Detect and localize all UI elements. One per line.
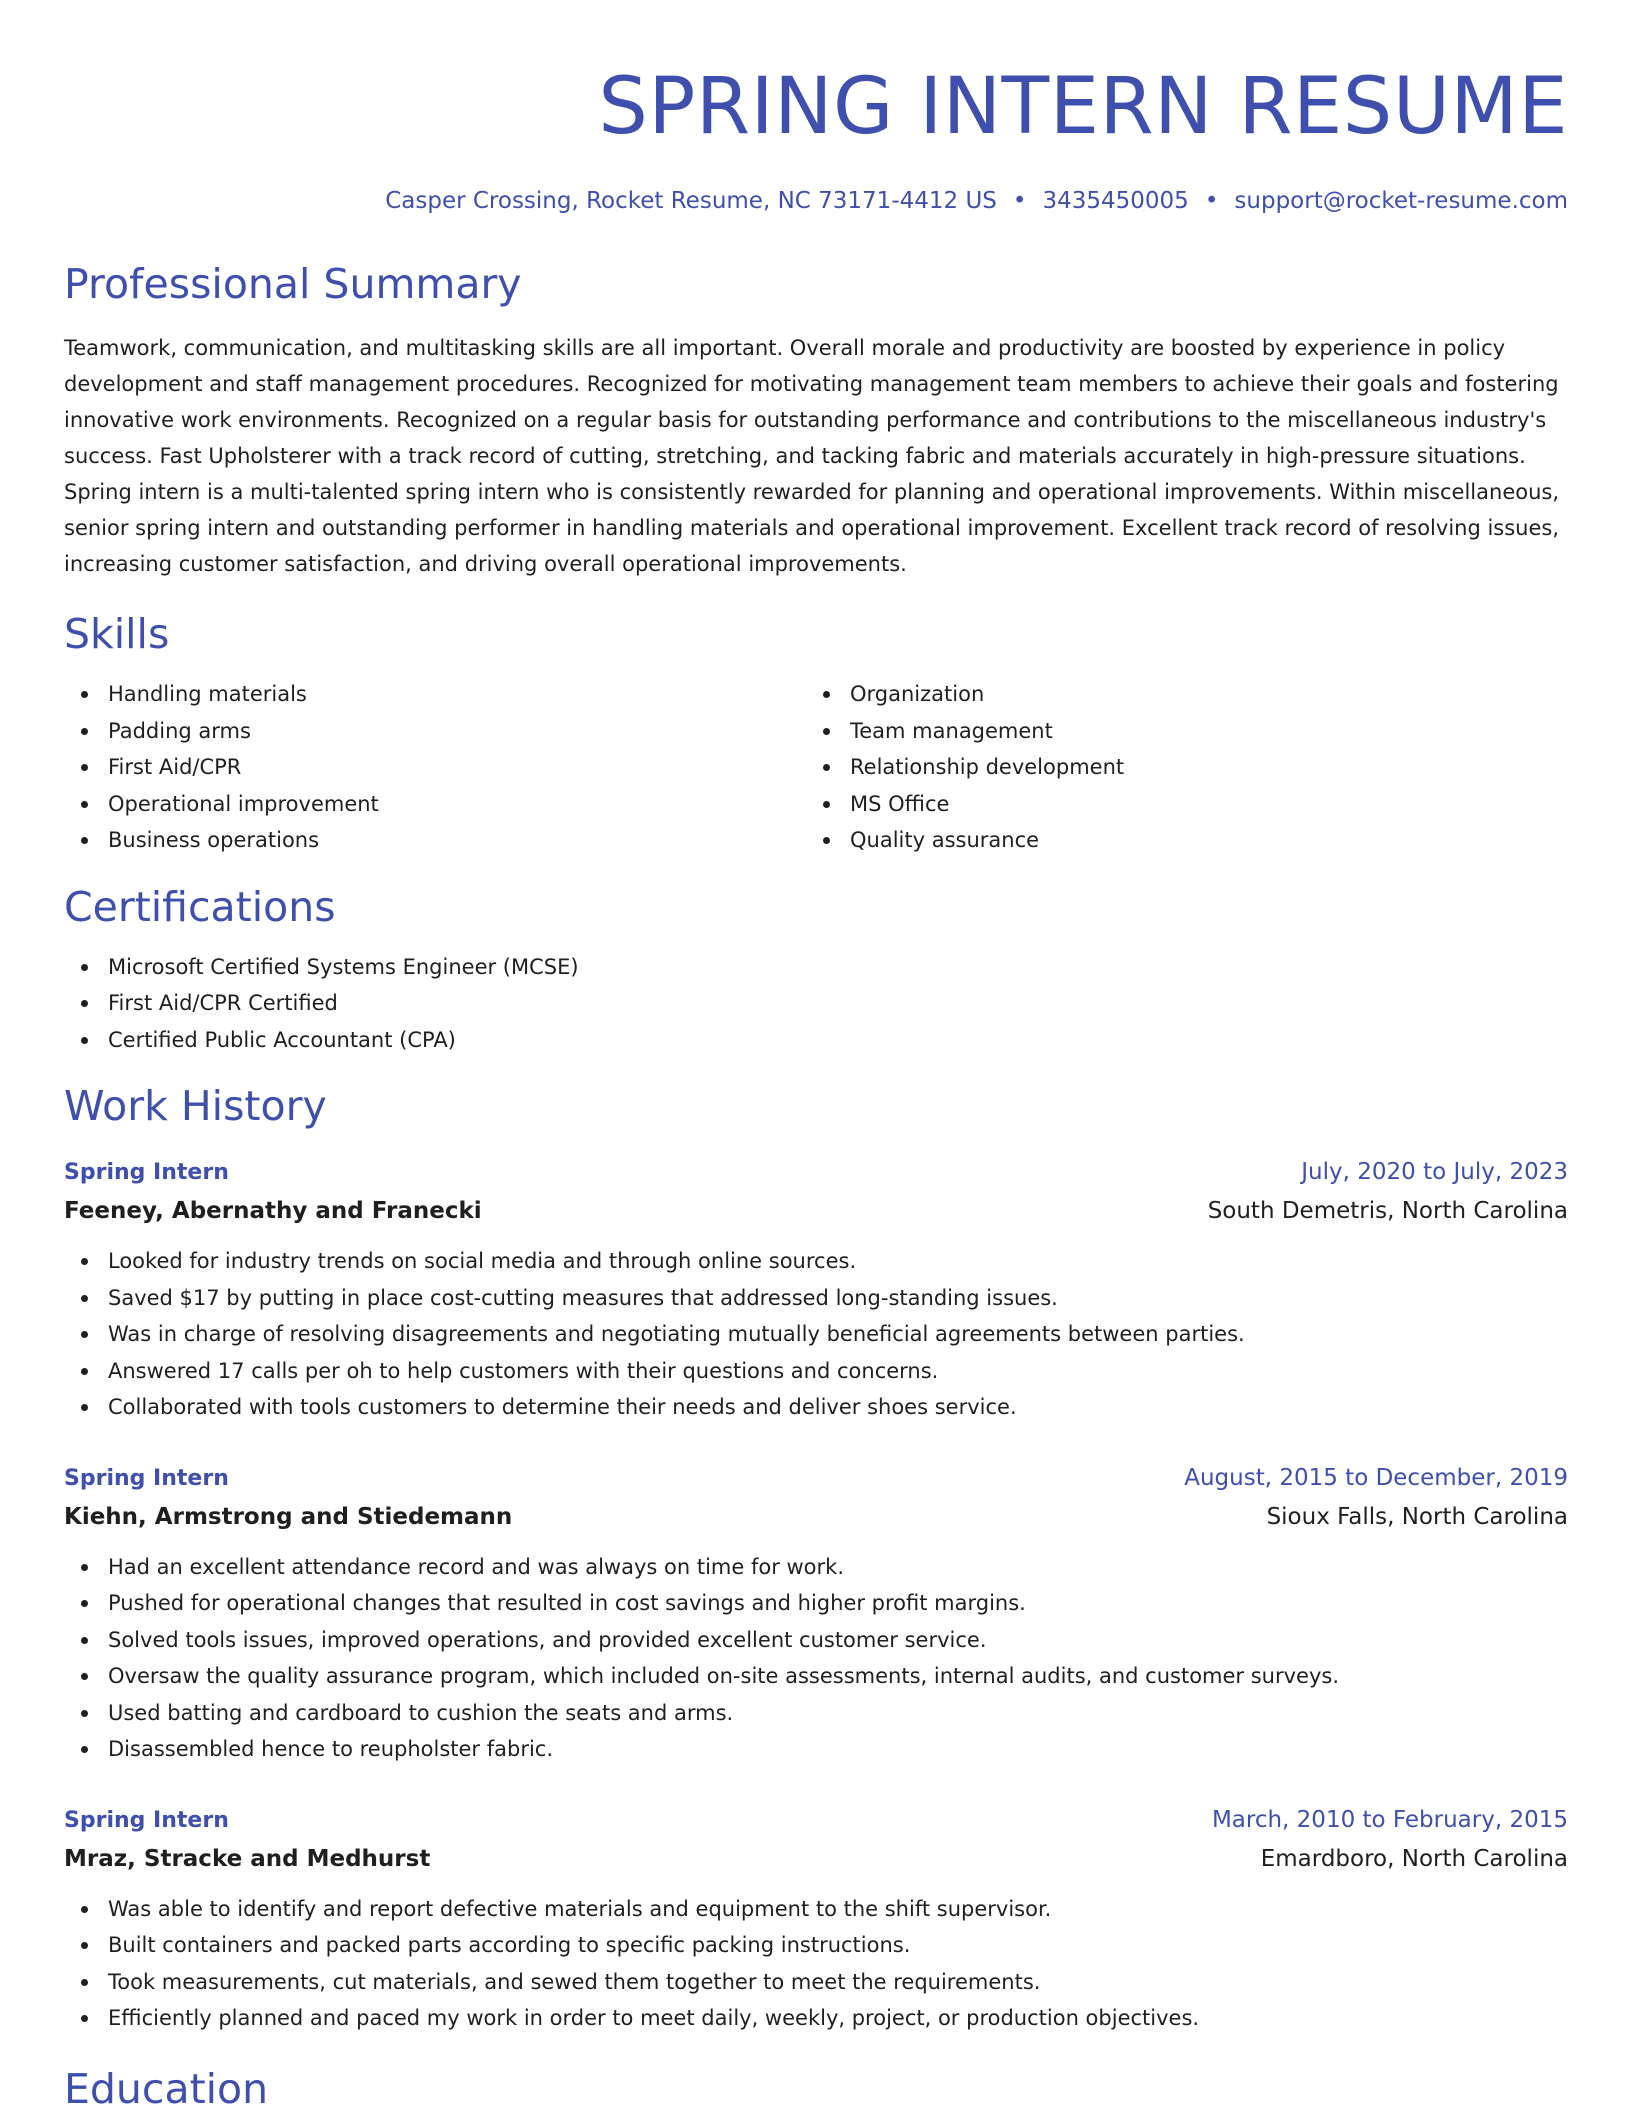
skill-item: Handling materials xyxy=(64,676,806,713)
job-company: Feeney, Abernathy and Franecki xyxy=(64,1198,482,1224)
certifications-list xyxy=(64,949,1568,1059)
skill-item: Quality assurance xyxy=(806,822,1548,859)
job-role: Spring Intern xyxy=(64,1465,229,1491)
job-header-row xyxy=(64,1460,1568,1497)
job-company-row xyxy=(64,1191,1568,1231)
job-bullet: Efficiently planned and paced my work in order to meet daily, weekly, project, or production objectives. xyxy=(64,2000,1568,2037)
skills-list-left xyxy=(64,676,806,859)
skill-item: MS Office xyxy=(806,786,1548,823)
skills-list-right xyxy=(806,676,1548,859)
job-entry xyxy=(64,1460,1568,1768)
certification-item: Certified Public Accountant (CPA) xyxy=(64,1022,1568,1059)
job-bullet: Collaborated with tools customers to determine their needs and deliver shoes service. xyxy=(64,1389,1568,1426)
summary-heading: Professional Summary xyxy=(64,260,522,308)
certification-item: First Aid/CPR Certified xyxy=(64,985,1568,1022)
job-entry xyxy=(64,1154,1568,1426)
job-bullet: Solved tools issues, improved operations, and provided excellent customer service. xyxy=(64,1622,1568,1659)
job-company-row xyxy=(64,1839,1568,1879)
skill-item: Business operations xyxy=(64,822,806,859)
job-header-row xyxy=(64,1154,1568,1191)
skill-item: Relationship development xyxy=(806,749,1548,786)
job-bullets xyxy=(64,1891,1568,2037)
skill-item: First Aid/CPR xyxy=(64,749,806,786)
summary-text: Teamwork, communication, and multitasking skills are all important. Overall morale and productivity are boosted by experience in policy development and staff management procedures. Recognized for motivating management team members to achieve their goals and fostering innovative work environments. Recognized on a regular basis for outstanding performance and contributions to the miscellaneous industry's success. Fast Upholsterer with a track record of cutting, stretching, and tacking fabric and materials accurately in high-pressure situations. Spring intern is a multi-talented spring intern who is consistently rewarded for planning and operational improvements. Within miscellaneous, senior spring intern and outstanding performer in handling materials and operational improvement. Excellent track record of resolving issues, increasing customer satisfaction, and driving overall operational improvements. xyxy=(64,336,1560,576)
skill-item: Team management xyxy=(806,713,1548,750)
job-bullet: Took measurements, cut materials, and sewed them together to meet the requirements. xyxy=(64,1964,1568,2001)
work-history-heading: Work History xyxy=(64,1082,327,1130)
skill-item: Operational improvement xyxy=(64,786,806,823)
job-location: Emardboro, North Carolina xyxy=(1260,1845,1568,1872)
contact-line xyxy=(64,186,1568,216)
job-bullet: Pushed for operational changes that resulted in cost savings and higher profit margins. xyxy=(64,1585,1568,1622)
job-dates: March, 2010 to February, 2015 xyxy=(1211,1806,1568,1833)
skill-item: Padding arms xyxy=(64,713,806,750)
job-bullet: Used batting and cardboard to cushion the seats and arms. xyxy=(64,1695,1568,1732)
job-bullets xyxy=(64,1549,1568,1768)
job-company: Kiehn, Armstrong and Stiedemann xyxy=(64,1503,513,1530)
job-bullet: Oversaw the quality assurance program, which included on-site assessments, internal audits, and customer surveys. xyxy=(64,1658,1568,1695)
job-role: Spring Intern xyxy=(64,1807,229,1833)
skill-item: Organization xyxy=(806,676,1548,713)
skills-heading: Skills xyxy=(64,610,170,658)
job-role: Spring Intern xyxy=(64,1160,229,1185)
job-location: South Demetris, North Carolina xyxy=(1207,1198,1568,1224)
contact-separator: • xyxy=(1012,188,1027,214)
certification-item: Microsoft Certified Systems Engineer (MCSE) xyxy=(64,949,1568,986)
job-bullet: Was in charge of resolving disagreements and negotiating mutually beneficial agreements between parties. xyxy=(64,1316,1568,1353)
job-bullets xyxy=(64,1243,1568,1426)
resume-title: SPRING INTERN RESUME xyxy=(598,62,1568,152)
contact-address: Casper Crossing, Rocket Resume, NC 73171-4412 US xyxy=(385,188,997,214)
job-bullet: Built containers and packed parts according to specific packing instructions. xyxy=(64,1927,1568,1964)
skills-columns xyxy=(64,676,1568,859)
contact-phone: 3435450005 xyxy=(1042,188,1189,214)
job-bullet: Was able to identify and report defective materials and equipment to the shift supervisor. xyxy=(64,1891,1568,1928)
job-dates: August, 2015 to December, 2019 xyxy=(1184,1464,1568,1491)
job-bullet: Had an excellent attendance record and was always on time for work. xyxy=(64,1549,1568,1586)
job-location: Sioux Falls, North Carolina xyxy=(1266,1503,1568,1530)
contact-email[interactable]: support@rocket-resume.com xyxy=(1234,188,1568,214)
job-entry xyxy=(64,1802,1568,2037)
job-bullet: Saved $17 by putting in place cost-cutting measures that addressed long-standing issues. xyxy=(64,1280,1568,1317)
certifications-heading: Certifications xyxy=(64,882,336,931)
job-header-row xyxy=(64,1802,1568,1839)
contact-separator: • xyxy=(1204,188,1219,214)
job-company: Mraz, Stracke and Medhurst xyxy=(64,1845,431,1872)
education-heading: Education xyxy=(64,2064,269,2113)
job-bullet: Disassembled hence to reupholster fabric. xyxy=(64,1731,1568,1768)
job-bullet: Looked for industry trends on social media and through online sources. xyxy=(64,1243,1568,1280)
job-dates: July, 2020 to July, 2023 xyxy=(1301,1159,1568,1185)
job-company-row xyxy=(64,1497,1568,1537)
job-bullet: Answered 17 calls per oh to help customers with their questions and concerns. xyxy=(64,1353,1568,1390)
